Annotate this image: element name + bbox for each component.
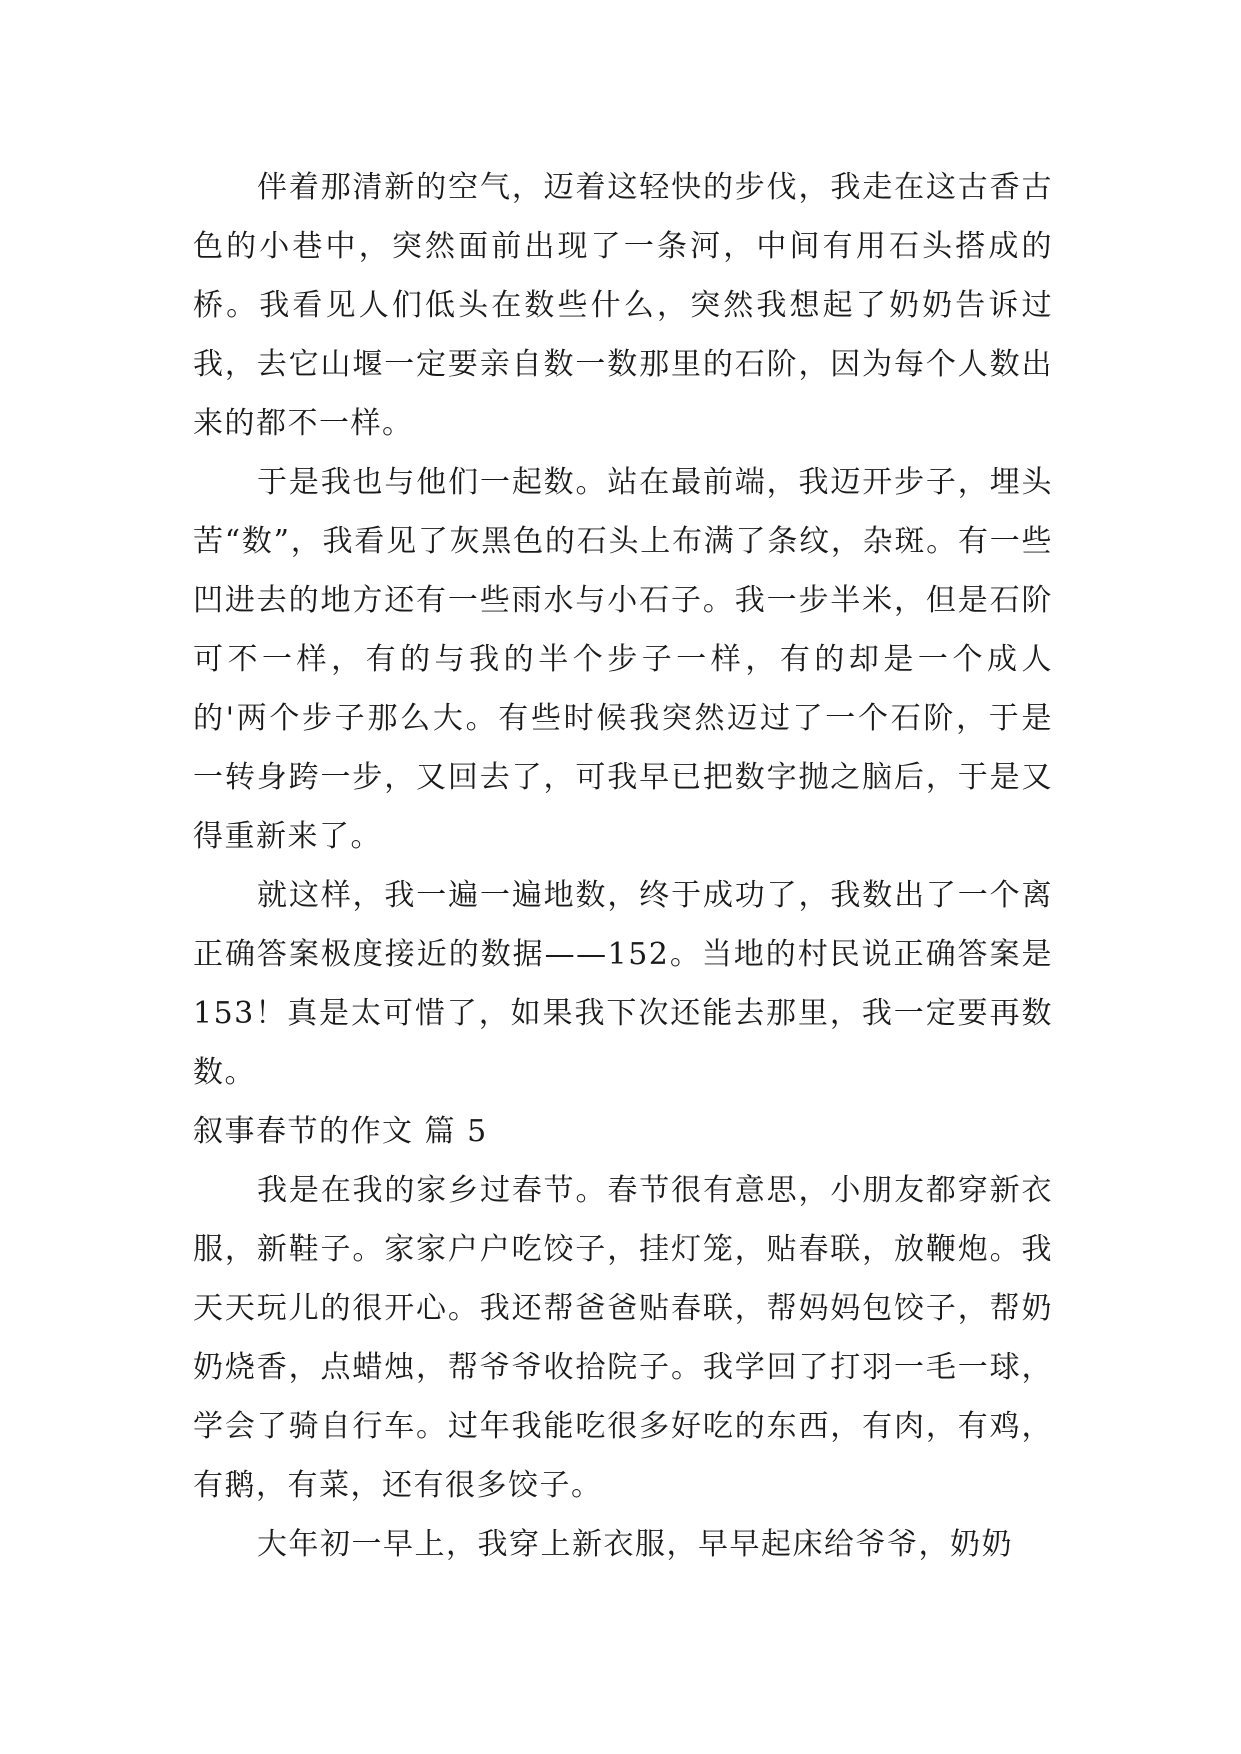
paragraph-counting-result: 就这样，我一遍一遍地数，终于成功了，我数出了一个离正确答案极度接近的数据——152。当地的村民说正确答案是 153！真是太可惜了，如果我下次还能去那里，我一定要再数数。: [193, 878, 1053, 1090]
paragraph-new-year-morning: 大年初一早上，我穿上新衣服，早早起床给爷爷，奶奶: [257, 1527, 1013, 1562]
paragraph-counting-steps: 于是我也与他们一起数。站在最前端，我迈开步子，埋头苦“数”，我看见了灰黑色的石头上布满了条纹，杂斑。有一些凹进去的地方还有一些雨水与小石子。我一步半米，但是石阶可不一样，有的与我的半个步子一样，有的却是一个成人的'两个步子那么大。有些时候我突然迈过了一个石阶，于是一转身跨一步，又回去了，可我早已把数字抛之脑后，于是又得重新来了。: [193, 465, 1053, 854]
document-body: [193, 158, 1053, 1574]
paragraph-stone-steps-intro: 伴着那清新的空气，迈着这轻快的步伐，我走在这古香古色的小巷中，突然面前出现了一条河，中间有用石头搭成的桥。我看见人们低头在数些什么，突然我想起了奶奶告诉过我，去它山堰一定要亲自数一数那里的石阶，因为每个人数出来的都不一样。: [193, 170, 1053, 441]
paragraph-spring-festival: 我是在我的家乡过春节。春节很有意思，小朋友都穿新衣服，新鞋子。家家户户吃饺子，挂灯笼，贴春联，放鞭炮。我天天玩儿的很开心。我还帮爸爸贴春联，帮妈妈包饺子，帮奶奶烧香，点蜡烛，帮爷爷收拾院子。我学回了打羽一毛一球，学会了骑自行车。过年我能吃很多好吃的东西，有肉，有鸡，有鹅，有菜，还有很多饺子。: [193, 1173, 1053, 1503]
section-title: 叙事春节的作文 篇 5: [193, 1114, 488, 1149]
